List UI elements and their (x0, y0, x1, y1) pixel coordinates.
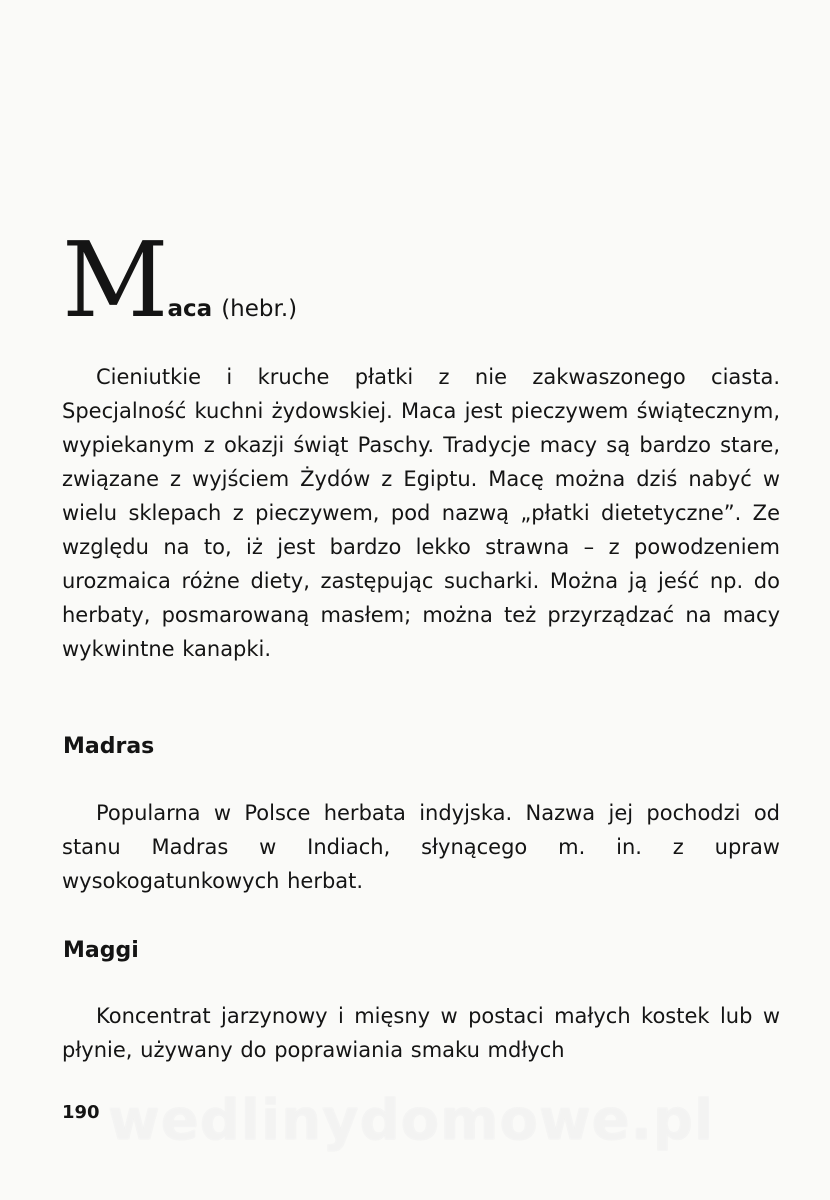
etymology-note: (hebr.) (221, 296, 298, 323)
drop-cap: M (62, 219, 166, 341)
entry-title-maggi: Maggi (63, 938, 139, 963)
entry-text-maca: Cieniutkie i kruche płatki z nie zakwaszonego ciasta. Specjalność kuchni żydowskiej. Maca jest pieczywem świątecznym, wypiekanym z okazji świąt Paschy. Tradycje macy są bardzo stare, związane z wyjściem Żydów z Egiptu. Macę można dziś nabyć w wielu sklepach z pieczywem, pod nazwą „płatki dietetyczne”. Ze względu na to, iż jest bardzo lekko strawna – z powodzeniem urozmaica różne diety, zastępując sucharki. Można ją jeść np. do herbaty, posmarowaną masłem; można też przyrządzać na macy wykwintne kanapki. (62, 365, 780, 661)
entry-text-madras: Popularna w Polsce herbata indyjska. Nazwa jej pochodzi od stanu Madras w Indiach, słynącego m. in. z upraw wysokogatunkowych herbat. (62, 801, 780, 893)
page-number: 190 (62, 1102, 100, 1123)
watermark: wedlinydomowe.pl (108, 1088, 715, 1153)
headword-text: aca (167, 296, 213, 323)
entry-text-maggi: Koncentrat jarzynowy i mięsny w postaci małych kostek lub w płynie, używany do poprawiania smaku mdłych (62, 1004, 780, 1062)
entry-title-madras: Madras (63, 734, 155, 759)
entry-heading-maca (62, 219, 298, 341)
entry-headword (168, 298, 298, 323)
